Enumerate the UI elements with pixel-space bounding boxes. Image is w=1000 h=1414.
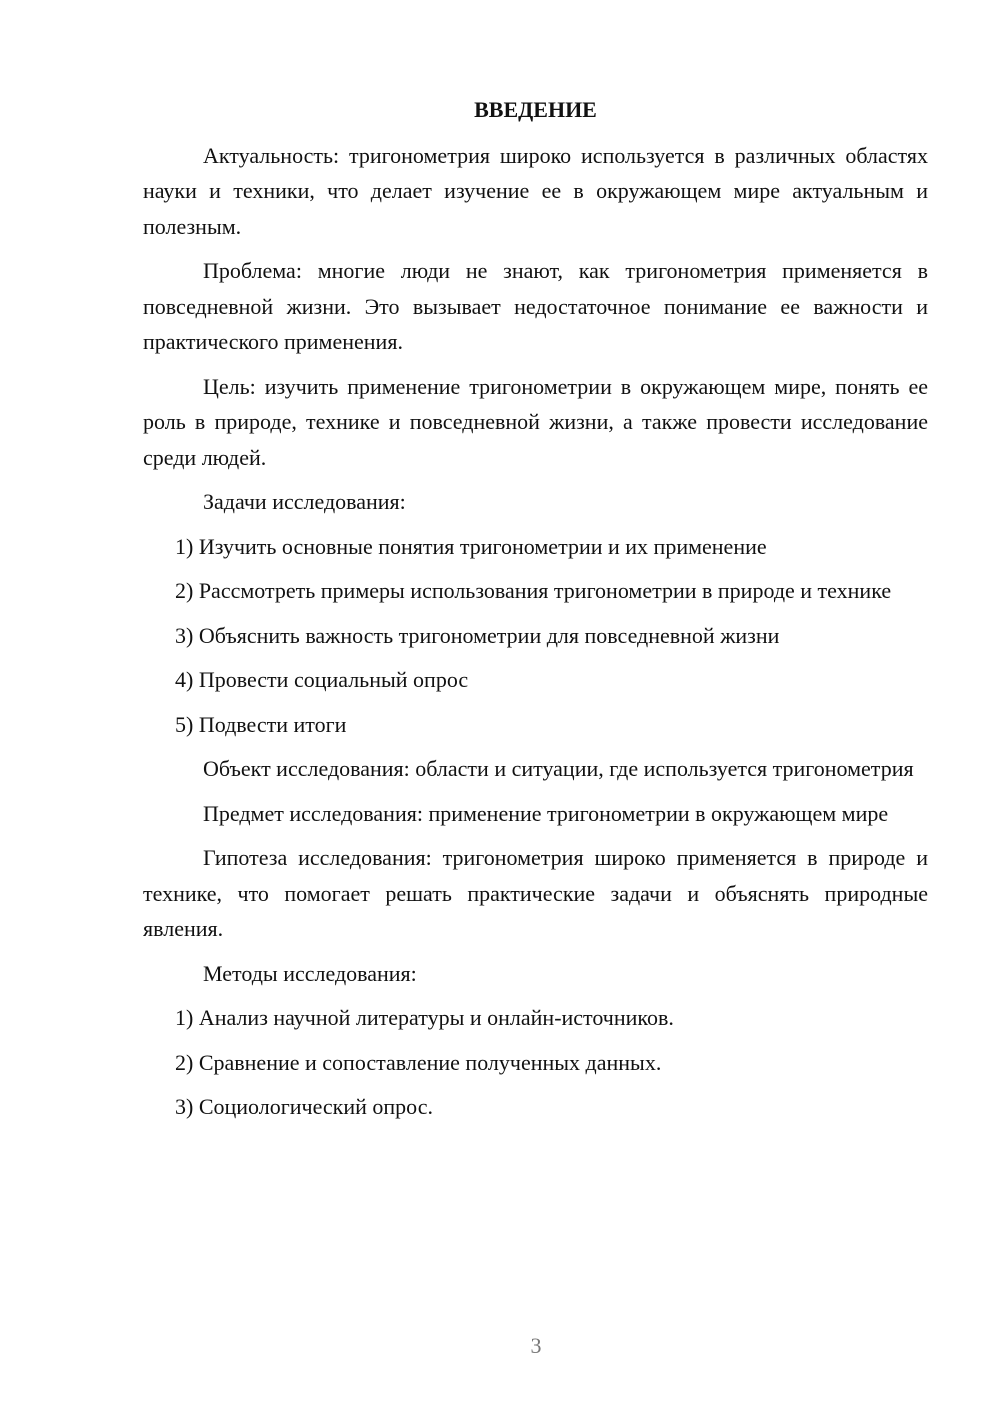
method-item: 3) Социологический опрос.: [175, 1094, 433, 1119]
task-item: 3) Объяснить важность тригонометрии для повседневной жизни: [175, 622, 780, 648]
goal-paragraph: Цель: изучить применение тригонометрии в окружающем мире, понять ее роль в природе, технике и повседневной жизни, а также провести исследование среди людей.: [143, 373, 928, 470]
problem-paragraph: Проблема: многие люди не знают, как тригонометрия применяется в повседневной жизни. Это вызывает недостаточное понимание ее важности и практического применения.: [143, 258, 928, 354]
task-item: 1) Изучить основные понятия тригонометрии и их применение: [175, 533, 767, 559]
hypothesis-paragraph: Гипотеза исследования: тригонометрия широко применяется в природе и технике, что помогает решать практические задачи и объяснять природные явления.: [143, 845, 928, 941]
task-item: 5) Подвести итоги: [175, 711, 347, 737]
method-item: 1) Анализ научной литературы и онлайн-источников.: [175, 1005, 674, 1030]
methods-heading: Методы исследования:: [203, 960, 417, 986]
page-number: 3: [530, 1333, 542, 1358]
task-item: 4) Провести социальный опрос: [175, 667, 469, 692]
object-paragraph: Объект исследования: области и ситуации, где используется тригонометрия: [203, 756, 914, 781]
method-item: 2) Сравнение и сопоставление полученных данных.: [175, 1049, 662, 1075]
task-item: 2) Рассмотреть примеры использования тригонометрии в природе и технике: [175, 578, 892, 603]
relevance-paragraph: Актуальность: тригонометрия широко используется в различных областях науки и техники, что делает изучение ее в окружающем мире актуальным и полезным.: [143, 142, 928, 239]
section-title: ВВЕДЕНИЕ: [474, 97, 597, 122]
document-page: [143, 92, 928, 1134]
subject-paragraph: Предмет исследования: применение тригонометрии в окружающем мире: [203, 800, 889, 826]
tasks-heading: Задачи исследования:: [203, 489, 406, 514]
